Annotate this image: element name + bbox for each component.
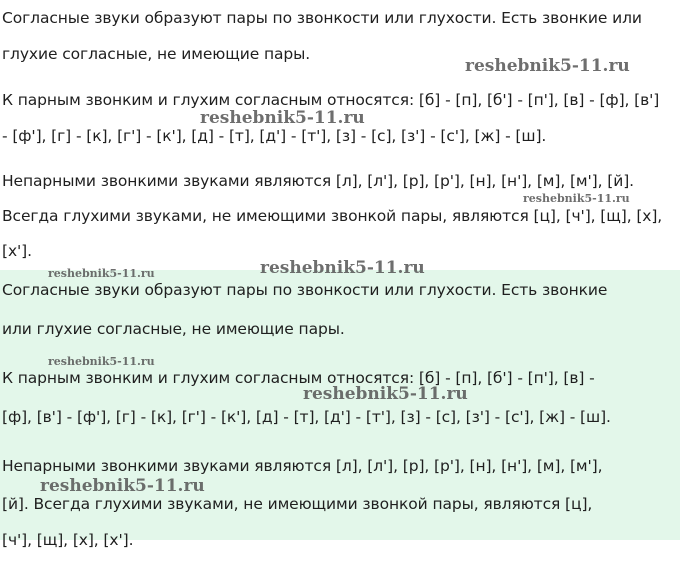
paragraph-line: [ф], [в'] - [ф'], [г] - [к], [г'] - [к'], [д] - [т], [д'] - [т'], [з] - [с], [з'] - [с'], [ж] - [ш]. (2, 408, 611, 426)
paragraph-line: Всегда глухими звуками, не имеющими звонкой пары, являются [ц], [ч'], [щ], [х], (2, 207, 663, 225)
watermark: reshebnik5-11.ru (200, 108, 365, 128)
paragraph-line: Согласные звуки образуют пары по звонкости или глухости. Есть звонкие или (2, 9, 642, 27)
paragraph-line: К парным звонким и глухим согласным относятся: [б] - [п], [б'] - [п'], [в] - (2, 369, 595, 387)
watermark: reshebnik5-11.ru (48, 355, 155, 368)
paragraph-line: [ч'], [щ], [х], [х']. (2, 531, 134, 549)
paragraph-line: или глухие согласные, не имеющие пары. (2, 320, 345, 338)
watermark: reshebnik5-11.ru (523, 192, 630, 205)
watermark: reshebnik5-11.ru (303, 384, 468, 404)
watermark: reshebnik5-11.ru (260, 258, 425, 278)
paragraph-line: глухие согласные, не имеющие пары. (2, 45, 311, 63)
watermark: reshebnik5-11.ru (48, 267, 155, 280)
watermark: reshebnik5-11.ru (40, 476, 205, 496)
paragraph-line: [й]. Всегда глухими звуками, не имеющими звонкой пары, являются [ц], (2, 495, 593, 513)
paragraph-line: [х']. (2, 242, 32, 260)
watermark: reshebnik5-11.ru (465, 56, 630, 76)
top-text-block (0, 0, 680, 270)
paragraph-line: Непарными звонкими звуками являются [л], [л'], [р], [р'], [н], [н'], [м], [м'], [й]. (2, 172, 634, 190)
paragraph-line: Непарными звонкими звуками являются [л], [л'], [р], [р'], [н], [н'], [м], [м'], (2, 457, 603, 475)
bottom-text-block (0, 258, 680, 549)
paragraph-line: - [ф'], [г] - [к], [г'] - [к'], [д] - [т], [д'] - [т'], [з] - [с], [з'] - [с'], [ж] - [ш]. (2, 127, 547, 145)
paragraph-line: Согласные звуки образуют пары по звонкости или глухости. Есть звонкие (2, 281, 608, 299)
paragraph-line: К парным звонким и глухим согласным относятся: [б] - [п], [б'] - [п'], [в] - [ф], [в'] (2, 91, 660, 109)
